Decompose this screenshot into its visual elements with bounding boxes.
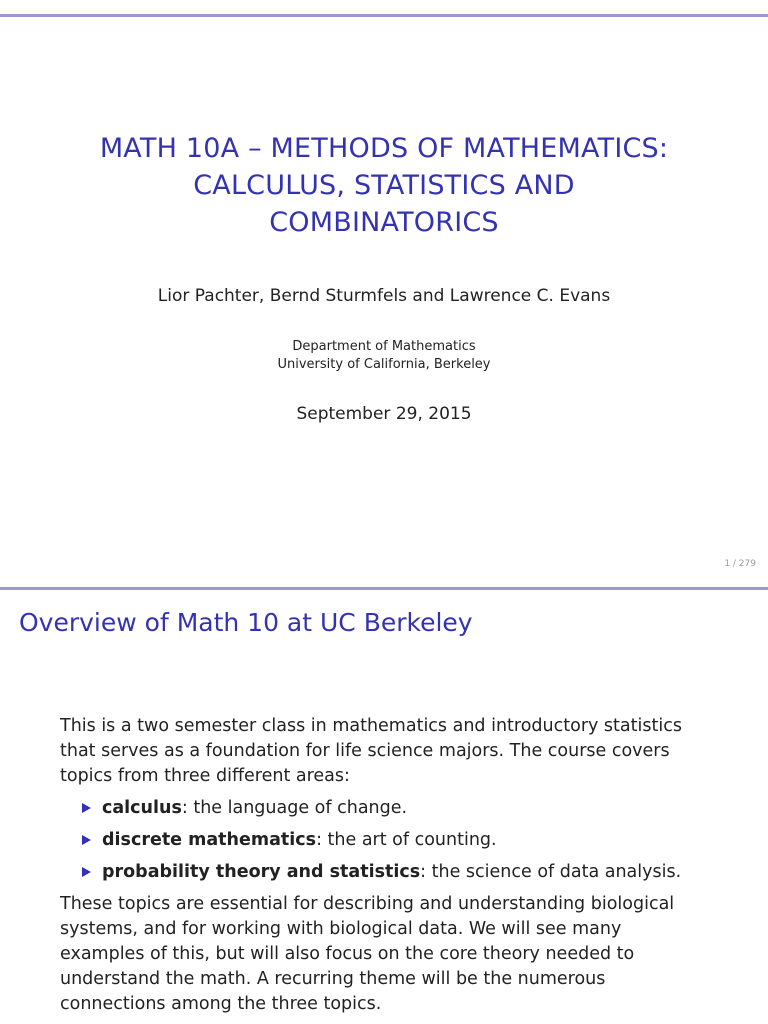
date: September 29, 2015 — [296, 404, 472, 424]
triangle-right-icon — [82, 867, 91, 877]
overview-slide — [0, 590, 768, 1024]
triangle-right-icon — [82, 803, 91, 813]
frame-title: Overview of Math 10 at UC Berkeley — [19, 608, 473, 637]
title-line: COMBINATORICS — [269, 207, 499, 238]
institution-line: University of California, Berkeley — [277, 357, 491, 372]
title-line: CALCULUS, STATISTICS AND — [193, 170, 575, 201]
list-item — [60, 828, 710, 853]
page-number: 1 / 279 — [724, 559, 756, 569]
institution — [0, 338, 768, 374]
topic-term: probability theory and statistics — [102, 862, 421, 882]
topic-term: calculus — [102, 798, 182, 818]
list-item — [60, 796, 710, 821]
title-slide — [0, 16, 768, 586]
slide-body — [60, 714, 710, 1017]
closing-paragraph: These topics are essential for describing and understanding biological systems, and for working with biological data. We will see many examples of this, but will also focus on the core theory needed to understand the math. A recurring theme will be the numerous connections among the three topics. — [60, 894, 675, 1014]
institution-line: Department of Mathematics — [292, 339, 476, 354]
intro-paragraph: This is a two semester class in mathematics and introductory statistics that serves as a foundation for life science majors. The course covers topics from three different areas: — [60, 716, 682, 786]
topic-desc: : the art of counting. — [316, 830, 497, 850]
list-item — [60, 860, 710, 885]
topic-term: discrete mathematics — [102, 830, 317, 850]
slide-title — [0, 130, 768, 241]
topic-desc: : the science of data analysis. — [420, 862, 682, 882]
authors: Lior Pachter, Bernd Sturmfels and Lawrence C. Evans — [157, 286, 611, 306]
topic-desc: : the language of change. — [181, 798, 408, 818]
title-line: MATH 10A – METHODS OF MATHEMATICS: — [99, 133, 669, 164]
triangle-right-icon — [82, 835, 91, 845]
topic-list — [60, 796, 710, 885]
